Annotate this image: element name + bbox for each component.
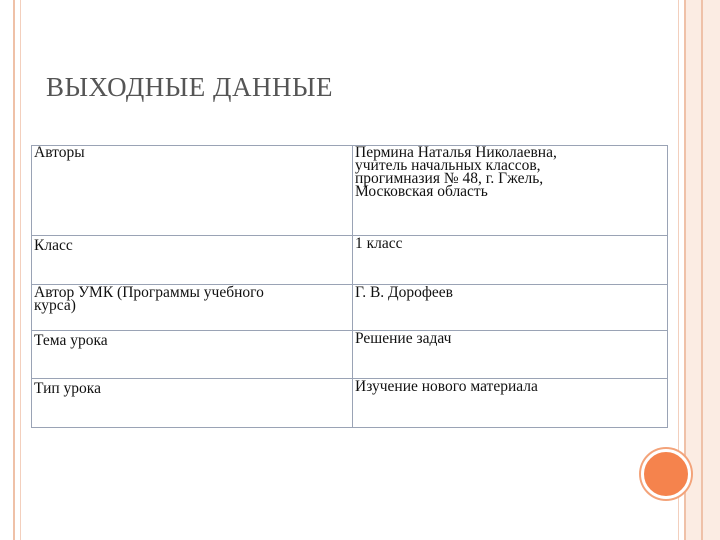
output-data-table [31, 145, 668, 428]
authors-value-line: Пермина Наталья Николаевна, [355, 145, 557, 161]
lesson-type-label: Тип урока [34, 380, 101, 397]
table-cell-value [353, 285, 668, 331]
authors-value-line: учитель начальных классов, [355, 157, 541, 174]
umk-author-value: Г. В. Дорофеев [355, 284, 453, 301]
authors-label: Авторы [34, 145, 85, 161]
umk-author-label-line: курса) [34, 297, 76, 314]
umk-author-label-line: Автор УМК (Программы учебного [34, 284, 264, 301]
slide-title: ВЫХОДНЫЕ ДАННЫЕ [46, 72, 333, 102]
authors-value-line: Московская область [355, 183, 488, 200]
table-cell-label [32, 285, 353, 331]
decorative-side-line [701, 0, 703, 540]
table-cell-label [32, 146, 353, 236]
lesson-topic-value: Решение задач [355, 330, 452, 347]
decorative-circle [641, 449, 691, 499]
table-cell-value [353, 379, 668, 428]
table-cell-value [353, 146, 668, 236]
table-row-grade [32, 236, 668, 285]
table-cell-value [353, 236, 668, 285]
grade-label: Класс [34, 237, 73, 254]
table-row-lesson-topic [32, 331, 668, 379]
decorative-side-band [686, 0, 720, 540]
table-cell-label [32, 379, 353, 428]
table-row-umk-author [32, 285, 668, 331]
lesson-topic-label: Тема урока [34, 332, 108, 349]
table-row-lesson-type [32, 379, 668, 428]
table-cell-value [353, 331, 668, 379]
table-row-authors [32, 146, 668, 236]
table-cell-label [32, 236, 353, 285]
authors-value-line: прогимназия № 48, г. Гжель, [355, 170, 544, 187]
grade-value: 1 класс [355, 235, 403, 252]
table-cell-label [32, 331, 353, 379]
lesson-type-value: Изучение нового материала [355, 378, 538, 395]
